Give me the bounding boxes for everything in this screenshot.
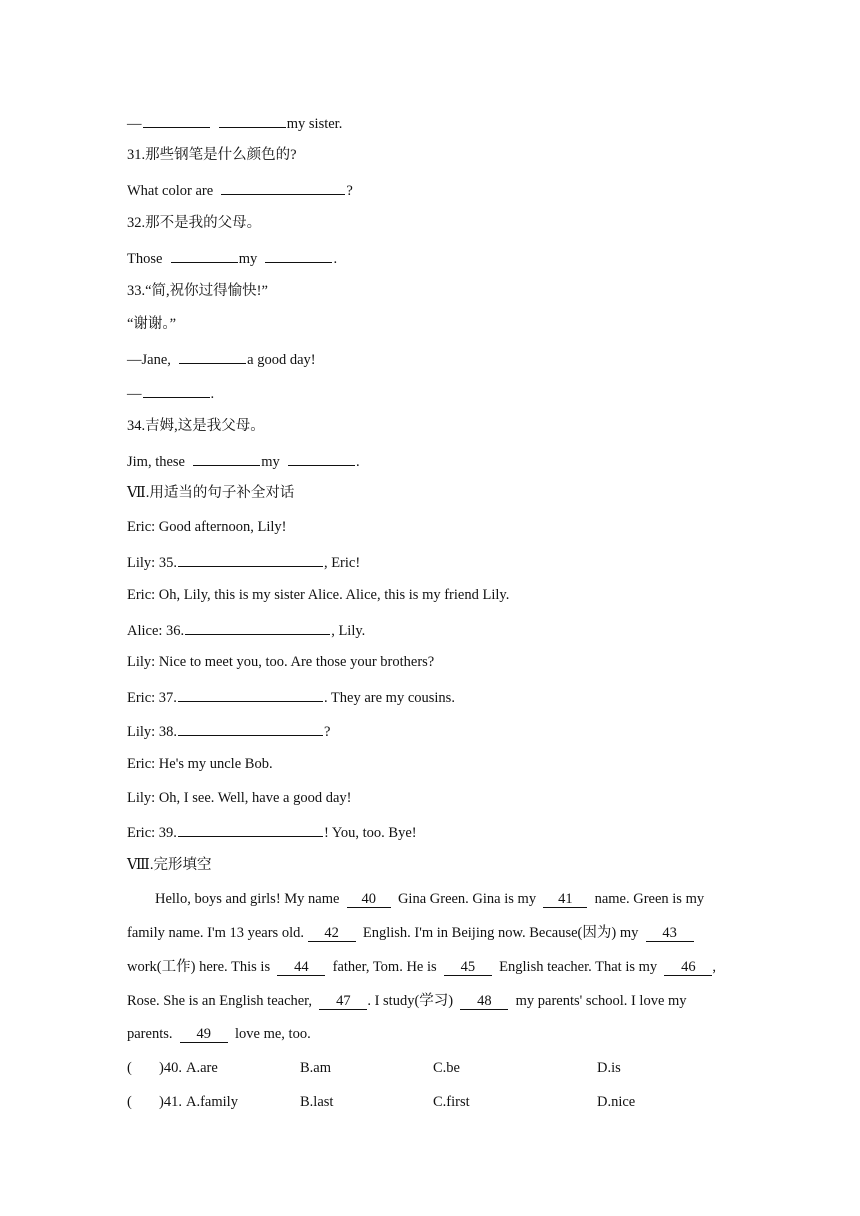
- blank[interactable]: [185, 620, 330, 635]
- dialogue-line: Eric: 37. . They are my cousins.: [127, 687, 760, 705]
- option-d[interactable]: D.nice: [597, 1094, 636, 1110]
- cloze-blank[interactable]: 45: [444, 959, 492, 976]
- cloze-line: Hello, boys and girls! My name 40 Gina Green. Gina is my 41 name. Green is my: [155, 891, 705, 907]
- q34-english: Jim, these my .: [127, 451, 760, 469]
- dialogue-line: Lily: 35. , Eric!: [127, 552, 760, 570]
- cloze-blank[interactable]: 40: [347, 891, 391, 908]
- q31-english: What color are ?: [127, 180, 760, 198]
- cloze-blank[interactable]: 41: [543, 891, 587, 908]
- cloze-blank[interactable]: 48: [460, 993, 508, 1010]
- blank[interactable]: [143, 383, 210, 398]
- blank[interactable]: [178, 687, 323, 702]
- blank[interactable]: [178, 822, 323, 837]
- option-c[interactable]: C.first: [433, 1094, 470, 1110]
- blank[interactable]: [178, 721, 323, 736]
- dialogue-line: Eric: He's my uncle Bob.: [127, 756, 273, 772]
- cloze-line: work(工作) here. This is 44 father, Tom. He is 45 English teacher. That is my 46 ,: [127, 959, 717, 975]
- cloze-line: parents. 49 love me, too.: [127, 1026, 311, 1042]
- q30-answer-line: — my sister.: [127, 113, 760, 131]
- q33-chinese: 33.“简,祝你过得愉快!”: [127, 283, 268, 299]
- cloze-blank[interactable]: 44: [277, 959, 325, 976]
- option-c[interactable]: C.be: [433, 1060, 460, 1076]
- q32-chinese: 32.那不是我的父母。: [127, 215, 262, 231]
- option-b[interactable]: B.am: [300, 1060, 332, 1076]
- section-8-title: Ⅷ.完形填空: [127, 857, 212, 873]
- blank[interactable]: [265, 248, 332, 263]
- dialogue-line: Lily: Nice to meet you, too. Are those your brothers?: [127, 654, 435, 670]
- option-a[interactable]: A.are: [186, 1060, 218, 1076]
- blank[interactable]: [179, 349, 246, 364]
- question-40: ( )40. A.are B.am C.be D.is: [127, 1060, 621, 1076]
- dialogue-line: Alice: 36. , Lily.: [127, 620, 760, 638]
- dialogue-line: Eric: Oh, Lily, this is my sister Alice. Alice, this is my friend Lily.: [127, 587, 510, 603]
- blank[interactable]: [193, 451, 260, 466]
- cloze-line: Rose. She is an English teacher, 47 . I study(学习) 48 my parents' school. I love my: [127, 993, 687, 1009]
- cloze-blank[interactable]: 47: [319, 993, 367, 1010]
- blank[interactable]: [221, 180, 345, 195]
- blank[interactable]: [143, 113, 210, 128]
- question-41: ( )41. A.family B.last C.first D.nice: [127, 1094, 636, 1110]
- option-d[interactable]: D.is: [597, 1060, 621, 1076]
- dialogue-line: Eric: 39. ! You, too. Bye!: [127, 822, 760, 840]
- blank[interactable]: [219, 113, 286, 128]
- cloze-blank[interactable]: 46: [664, 959, 712, 976]
- blank[interactable]: [178, 552, 323, 567]
- dialogue-line: Lily: Oh, I see. Well, have a good day!: [127, 790, 352, 806]
- cloze-blank[interactable]: 43: [646, 925, 694, 942]
- cloze-line: family name. I'm 13 years old. 42 English. I'm in Beijing now. Because(因为) my 43: [127, 924, 760, 942]
- cloze-blank[interactable]: 42: [308, 925, 356, 942]
- q33-english: —Jane, a good day!: [127, 349, 760, 367]
- blank[interactable]: [171, 248, 238, 263]
- q31-chinese: 31.那些钢笔是什么颜色的?: [127, 147, 297, 163]
- cloze-blank[interactable]: 49: [180, 1026, 228, 1043]
- option-a[interactable]: A.family: [186, 1094, 238, 1110]
- blank[interactable]: [288, 451, 355, 466]
- section-7-title: Ⅶ.用适当的句子补全对话: [127, 485, 295, 501]
- q34-chinese: 34.吉姆,这是我父母。: [127, 418, 265, 434]
- option-b[interactable]: B.last: [300, 1094, 334, 1110]
- dialogue-line: Lily: 38. ?: [127, 721, 760, 739]
- dialogue-line: Eric: Good afternoon, Lily!: [127, 519, 287, 535]
- q33-chinese-2: “谢谢。”: [127, 316, 177, 332]
- q32-english: Those my .: [127, 248, 760, 266]
- q33-answer-line: — .: [127, 383, 760, 401]
